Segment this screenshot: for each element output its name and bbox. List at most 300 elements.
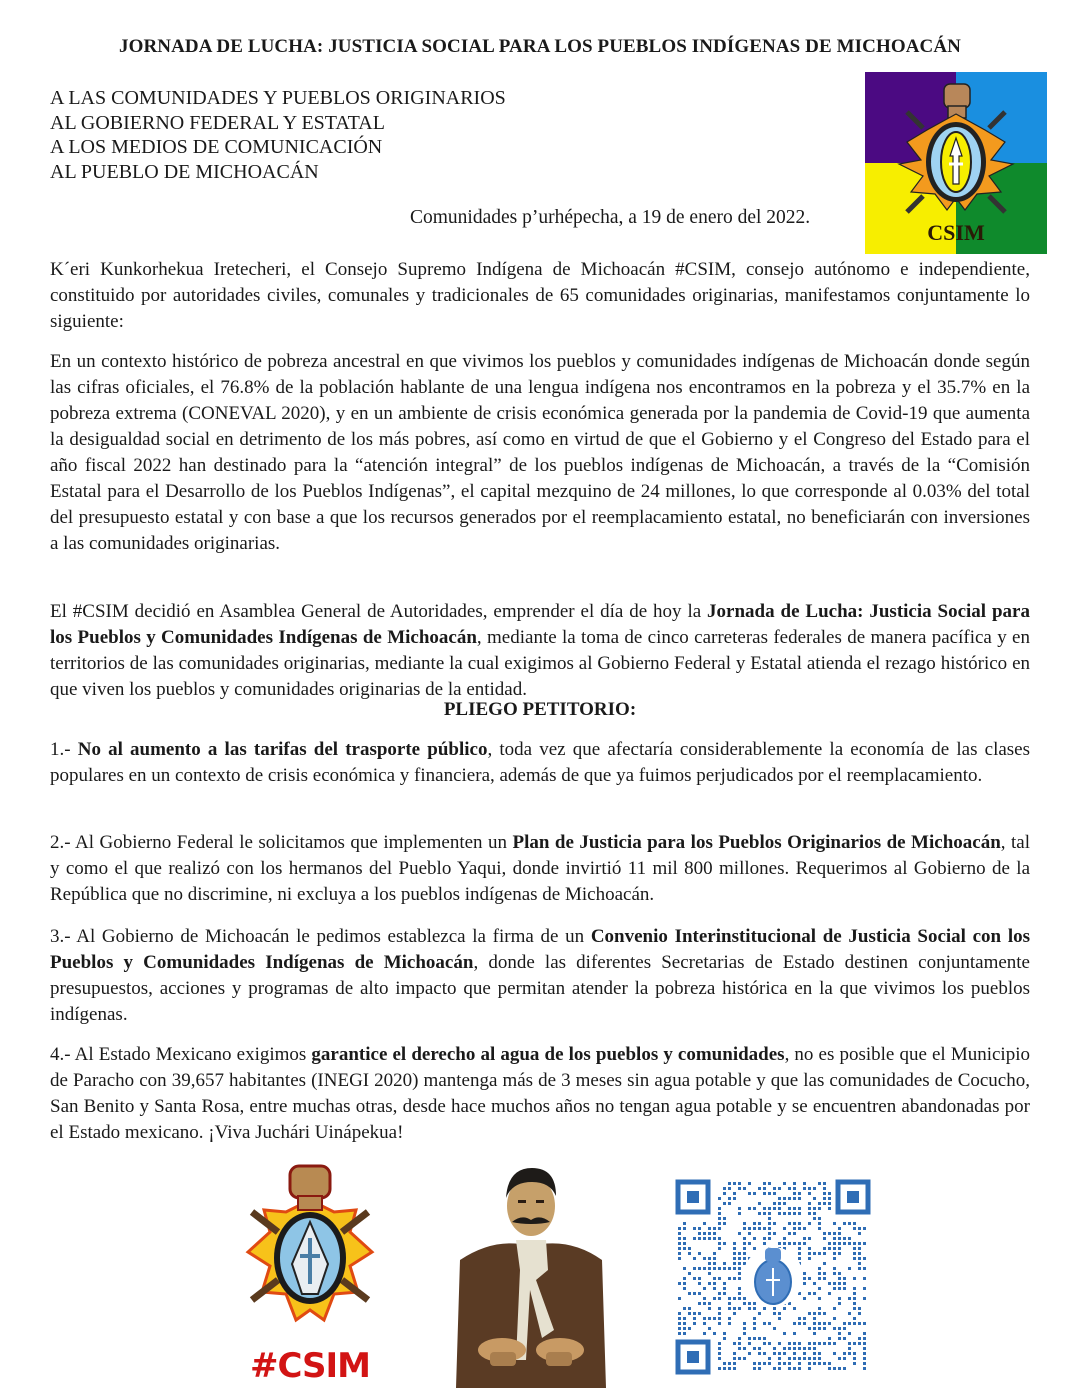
qr-module (823, 1272, 826, 1275)
qr-module (798, 1347, 801, 1350)
qr-module (833, 1267, 836, 1270)
qr-module (753, 1222, 756, 1225)
qr-module (793, 1307, 796, 1310)
qr-module (708, 1237, 711, 1240)
qr-module (753, 1307, 756, 1310)
qr-module (733, 1252, 736, 1255)
qr-module (738, 1307, 741, 1310)
qr-module (763, 1362, 766, 1365)
qr-module (858, 1232, 861, 1235)
qr-module (763, 1307, 766, 1310)
qr-module (678, 1252, 681, 1255)
qr-module (743, 1257, 746, 1260)
qr-module (753, 1207, 756, 1210)
qr-module (773, 1367, 776, 1370)
qr-module (723, 1367, 726, 1370)
qr-module (858, 1342, 861, 1345)
qr-module (703, 1297, 706, 1300)
qr-module (823, 1182, 826, 1185)
qr-module (683, 1307, 686, 1310)
qr-module (763, 1187, 766, 1190)
qr-module (833, 1282, 836, 1285)
qr-module (718, 1352, 721, 1355)
qr-module (733, 1297, 736, 1300)
qr-module (763, 1192, 766, 1195)
qr-module (853, 1317, 856, 1320)
addressee-block (50, 86, 506, 184)
qr-module (763, 1352, 766, 1355)
decision-paragraph (50, 599, 1030, 703)
qr-module (768, 1362, 771, 1365)
qr-module (738, 1187, 741, 1190)
qr-module (833, 1242, 836, 1245)
qr-module (723, 1202, 726, 1205)
qr-module (718, 1227, 721, 1230)
qr-module (858, 1322, 861, 1325)
qr-module (733, 1352, 736, 1355)
qr-module (718, 1312, 721, 1315)
qr-module (793, 1357, 796, 1360)
qr-module (823, 1237, 826, 1240)
qr-module (708, 1267, 711, 1270)
qr-module (828, 1202, 831, 1205)
petition-emphasis: garantice el derecho al agua de los pueblos y comunidades (311, 1044, 785, 1065)
qr-module (733, 1267, 736, 1270)
qr-module (838, 1367, 841, 1370)
qr-module (738, 1252, 741, 1255)
qr-module (713, 1282, 716, 1285)
qr-module (748, 1242, 751, 1245)
qr-module (823, 1277, 826, 1280)
qr-module (753, 1327, 756, 1330)
addressee-line: AL GOBIERNO FEDERAL Y ESTATAL (50, 111, 385, 134)
qr-module (838, 1287, 841, 1290)
qr-module (863, 1357, 866, 1360)
qr-module (708, 1302, 711, 1305)
qr-module (828, 1247, 831, 1250)
qr-module (763, 1342, 766, 1345)
qr-module (808, 1207, 811, 1210)
qr-module (818, 1202, 821, 1205)
qr-module (778, 1312, 781, 1315)
qr-module (713, 1232, 716, 1235)
qr-module (808, 1212, 811, 1215)
document-title: JORNADA DE LUCHA: JUSTICIA SOCIAL PARA LOS PUEBLOS INDÍGENAS DE MICHOACÁN (118, 36, 962, 57)
qr-module (718, 1297, 721, 1300)
qr-module (718, 1342, 721, 1345)
qr-module (838, 1332, 841, 1335)
qr-module (728, 1267, 731, 1270)
qr-module (843, 1322, 846, 1325)
qr-module (833, 1307, 836, 1310)
qr-module (743, 1242, 746, 1245)
qr-module (808, 1362, 811, 1365)
qr-module (758, 1337, 761, 1340)
qr-module (718, 1217, 721, 1220)
qr-module (763, 1242, 766, 1245)
qr-module (698, 1277, 701, 1280)
qr-module (818, 1352, 821, 1355)
petition-text: 1.- (50, 739, 78, 760)
qr-module (703, 1222, 706, 1225)
qr-module (773, 1307, 776, 1310)
qr-module (803, 1297, 806, 1300)
qr-module (733, 1367, 736, 1370)
qr-module (728, 1317, 731, 1320)
qr-module (818, 1207, 821, 1210)
qr-module (788, 1362, 791, 1365)
qr-module (798, 1357, 801, 1360)
petition-text: , toda vez que afectaría considerablemente la economía de las clases populares en un contexto de crisis económica y financiera, además de que ya fuimos perjudicados por el reemplacamiento. (50, 739, 1030, 786)
qr-module (743, 1327, 746, 1330)
qr-module (748, 1352, 751, 1355)
qr-module (713, 1317, 716, 1320)
qr-module (708, 1257, 711, 1260)
petition-text: , donde las diferentes Secretarias de Estado destinen conjuntamente presupuestos, acciones y programas de alto impacto que permitan atender la pobreza histórica en la que vivimos los pueblos indígenas. (50, 952, 1030, 1025)
qr-module (743, 1252, 746, 1255)
csim-flag-logo (865, 72, 1047, 254)
qr-module (788, 1367, 791, 1370)
qr-module (768, 1342, 771, 1345)
qr-module (788, 1207, 791, 1210)
qr-module (783, 1227, 786, 1230)
qr-module (768, 1182, 771, 1185)
qr-module (793, 1187, 796, 1190)
qr-module (793, 1242, 796, 1245)
qr-module (853, 1227, 856, 1230)
qr-module (743, 1322, 746, 1325)
qr-module (688, 1247, 691, 1250)
qr-module (703, 1317, 706, 1320)
qr-module (753, 1302, 756, 1305)
qr-module (778, 1212, 781, 1215)
qr-module (813, 1342, 816, 1345)
qr-module (753, 1192, 756, 1195)
qr-module (708, 1227, 711, 1230)
qr-module (788, 1242, 791, 1245)
qr-module (748, 1207, 751, 1210)
qr-module (678, 1312, 681, 1315)
qr-module (698, 1312, 701, 1315)
qr-module (698, 1232, 701, 1235)
qr-module (768, 1232, 771, 1235)
qr-module (828, 1342, 831, 1345)
qr-module (773, 1187, 776, 1190)
qr-module (683, 1242, 686, 1245)
petition-item-4 (50, 1042, 1030, 1146)
qr-module (703, 1257, 706, 1260)
addressee-line: A LOS MEDIOS DE COMUNICACIÓN (50, 136, 383, 158)
qr-module (768, 1322, 771, 1325)
qr-module (758, 1352, 761, 1355)
qr-module (808, 1202, 811, 1205)
qr-module (858, 1312, 861, 1315)
qr-module (778, 1367, 781, 1370)
qr-module (838, 1282, 841, 1285)
qr-module (693, 1237, 696, 1240)
petition-text: 2.- Al Gobierno Federal le solicitamos que implementen un (50, 832, 513, 853)
qr-module (813, 1292, 816, 1295)
qr-module (758, 1212, 761, 1215)
qr-module (853, 1222, 856, 1225)
petition-item-2 (50, 830, 1030, 908)
qr-module (773, 1207, 776, 1210)
qr-module (718, 1207, 721, 1210)
qr-module (803, 1317, 806, 1320)
qr-module (738, 1277, 741, 1280)
qr-module (763, 1322, 766, 1325)
qr-module (758, 1187, 761, 1190)
qr-module (848, 1297, 851, 1300)
qr-code[interactable] (672, 1176, 874, 1378)
qr-module (753, 1337, 756, 1340)
qr-module (793, 1222, 796, 1225)
qr-module (723, 1262, 726, 1265)
qr-module (733, 1307, 736, 1310)
qr-module (703, 1302, 706, 1305)
qr-module (778, 1317, 781, 1320)
qr-module (738, 1267, 741, 1270)
qr-module (858, 1257, 861, 1260)
qr-module (678, 1332, 681, 1335)
qr-module (853, 1322, 856, 1325)
qr-module (808, 1187, 811, 1190)
qr-module (743, 1222, 746, 1225)
qr-module (813, 1312, 816, 1315)
qr-module (728, 1322, 731, 1325)
qr-module (698, 1302, 701, 1305)
qr-module (828, 1337, 831, 1340)
qr-module (758, 1367, 761, 1370)
qr-module (843, 1222, 846, 1225)
qr-module (818, 1362, 821, 1365)
qr-module (743, 1302, 746, 1305)
qr-module (838, 1327, 841, 1330)
place-date: Comunidades p’urhépecha, a 19 de enero del 2022. (410, 207, 811, 228)
qr-module (853, 1242, 856, 1245)
qr-module (683, 1227, 686, 1230)
qr-module (718, 1237, 721, 1240)
qr-module (843, 1337, 846, 1340)
qr-module (778, 1197, 781, 1200)
qr-module (833, 1352, 836, 1355)
qr-module (683, 1237, 686, 1240)
qr-module (818, 1277, 821, 1280)
qr-module (813, 1327, 816, 1330)
qr-module (853, 1277, 856, 1280)
qr-module (733, 1342, 736, 1345)
qr-module (813, 1332, 816, 1335)
qr-module (793, 1212, 796, 1215)
qr-module (683, 1327, 686, 1330)
qr-module (798, 1342, 801, 1345)
qr-module (773, 1312, 776, 1315)
qr-module (723, 1282, 726, 1285)
qr-module (683, 1282, 686, 1285)
qr-module (833, 1342, 836, 1345)
qr-module (813, 1282, 816, 1285)
qr-module (688, 1307, 691, 1310)
qr-module (683, 1267, 686, 1270)
qr-module (743, 1347, 746, 1350)
qr-module (813, 1347, 816, 1350)
qr-module (773, 1352, 776, 1355)
qr-module (733, 1247, 736, 1250)
qr-module (863, 1362, 866, 1365)
qr-module (853, 1307, 856, 1310)
qr-module (853, 1292, 856, 1295)
qr-module (823, 1312, 826, 1315)
qr-module (828, 1197, 831, 1200)
petition-text: , no es posible que el Municipio de Paracho con 39,657 habitantes (INEGI 2020) mantenga más de 3 meses sin agua potable y que las comunidades de Cocucho, San Benito y Santa Rosa, entre muchas otras, desde hace muchos años no tengan agua potable y se encuentren abandonadas por el Estado mexicano. ¡Viva Juchári Uinápekua! (50, 1044, 1030, 1143)
qr-module (748, 1302, 751, 1305)
petition-item-1 (50, 737, 1030, 789)
qr-module (863, 1332, 866, 1335)
qr-module (833, 1272, 836, 1275)
petition-text: , tal y como el que realizó con los hermanos del Pueblo Yaqui, donde invirtió 11 mil 800 millones. Requerimos al Gobierno de la República que no discrimine, ni excluya a los pueblos indígenas de Michoacán. (50, 832, 1030, 905)
qr-module (788, 1357, 791, 1360)
qr-module (783, 1347, 786, 1350)
decision-emphasis: Jornada de Lucha: Justicia Social para los Pueblos y Comunidades Indígenas de Michoacán (50, 601, 1030, 648)
qr-module (678, 1232, 681, 1235)
qr-module (683, 1277, 686, 1280)
qr-module (688, 1327, 691, 1330)
qr-module (828, 1362, 831, 1365)
qr-module (718, 1367, 721, 1370)
qr-module (743, 1247, 746, 1250)
qr-module (808, 1312, 811, 1315)
petition-text: 3.- Al Gobierno de Michoacán le pedimos establezca la firma de un (50, 926, 591, 947)
qr-module (743, 1227, 746, 1230)
qr-module (738, 1182, 741, 1185)
qr-module (833, 1317, 836, 1320)
qr-module (778, 1187, 781, 1190)
qr-module (683, 1317, 686, 1320)
qr-module (823, 1327, 826, 1330)
qr-module (818, 1322, 821, 1325)
qr-module (678, 1327, 681, 1330)
qr-module (818, 1312, 821, 1315)
qr-module (803, 1272, 806, 1275)
qr-module (738, 1297, 741, 1300)
qr-module (778, 1357, 781, 1360)
qr-module (843, 1287, 846, 1290)
qr-module (708, 1272, 711, 1275)
qr-module (808, 1257, 811, 1260)
qr-module (753, 1367, 756, 1370)
qr-module (843, 1367, 846, 1370)
qr-module (788, 1212, 791, 1215)
decision-text: , mediante la toma de cinco carreteras federales de manera pacífica y en territorios de las comunidades originarias, mediante la cual exigimos al Gobierno Federal y Estatal atienda el rezago histórico en que viven los pueblos y comunidades originarias de la entidad. (50, 627, 1030, 700)
qr-module (793, 1197, 796, 1200)
qr-module (703, 1232, 706, 1235)
qr-module (823, 1247, 826, 1250)
qr-module (753, 1247, 756, 1250)
qr-module (808, 1247, 811, 1250)
qr-module (718, 1322, 721, 1325)
qr-module (828, 1322, 831, 1325)
qr-module (758, 1227, 761, 1230)
qr-module (828, 1192, 831, 1195)
qr-module (678, 1242, 681, 1245)
qr-module (838, 1277, 841, 1280)
qr-module (723, 1287, 726, 1290)
qr-module (783, 1362, 786, 1365)
qr-module (713, 1277, 716, 1280)
qr-module (838, 1297, 841, 1300)
qr-module (733, 1312, 736, 1315)
qr-module (738, 1357, 741, 1360)
qr-module (708, 1232, 711, 1235)
qr-module (733, 1262, 736, 1265)
petition-emphasis: No al aumento a las tarifas del trasporte público (77, 739, 488, 760)
qr-module (853, 1287, 856, 1290)
qr-module (698, 1282, 701, 1285)
qr-module (813, 1197, 816, 1200)
addressee-line: AL PUEBLO DE MICHOACÁN (50, 160, 319, 183)
qr-module (793, 1227, 796, 1230)
qr-module (693, 1317, 696, 1320)
qr-module (803, 1227, 806, 1230)
qr-module (808, 1357, 811, 1360)
qr-module (693, 1312, 696, 1315)
qr-module (683, 1287, 686, 1290)
qr-module (808, 1237, 811, 1240)
qr-module (778, 1342, 781, 1345)
qr-module (823, 1342, 826, 1345)
qr-module (803, 1357, 806, 1360)
qr-module (773, 1347, 776, 1350)
qr-module (678, 1317, 681, 1320)
qr-module (853, 1302, 856, 1305)
qr-module (713, 1237, 716, 1240)
qr-module (733, 1192, 736, 1195)
qr-module (768, 1357, 771, 1360)
qr-module (768, 1207, 771, 1210)
qr-module (828, 1232, 831, 1235)
qr-module (863, 1367, 866, 1370)
qr-module (763, 1337, 766, 1340)
qr-module (803, 1237, 806, 1240)
qr-module (853, 1362, 856, 1365)
qr-module (738, 1287, 741, 1290)
qr-module (738, 1272, 741, 1275)
qr-module (738, 1207, 741, 1210)
qr-module (733, 1362, 736, 1365)
qr-module (758, 1347, 761, 1350)
qr-module (788, 1222, 791, 1225)
qr-module (783, 1202, 786, 1205)
qr-module (818, 1357, 821, 1360)
qr-module (858, 1252, 861, 1255)
qr-module (833, 1257, 836, 1260)
qr-module (738, 1342, 741, 1345)
qr-module (853, 1357, 856, 1360)
qr-module (748, 1182, 751, 1185)
csim-flag-logo-text: CSIM (927, 220, 985, 245)
qr-module (813, 1252, 816, 1255)
qr-module (703, 1237, 706, 1240)
qr-module (793, 1352, 796, 1355)
qr-module (718, 1292, 721, 1295)
qr-module (718, 1347, 721, 1350)
qr-module (833, 1232, 836, 1235)
qr-module (798, 1257, 801, 1260)
qr-module (743, 1237, 746, 1240)
qr-module (858, 1262, 861, 1265)
qr-module (803, 1182, 806, 1185)
qr-module (783, 1212, 786, 1215)
